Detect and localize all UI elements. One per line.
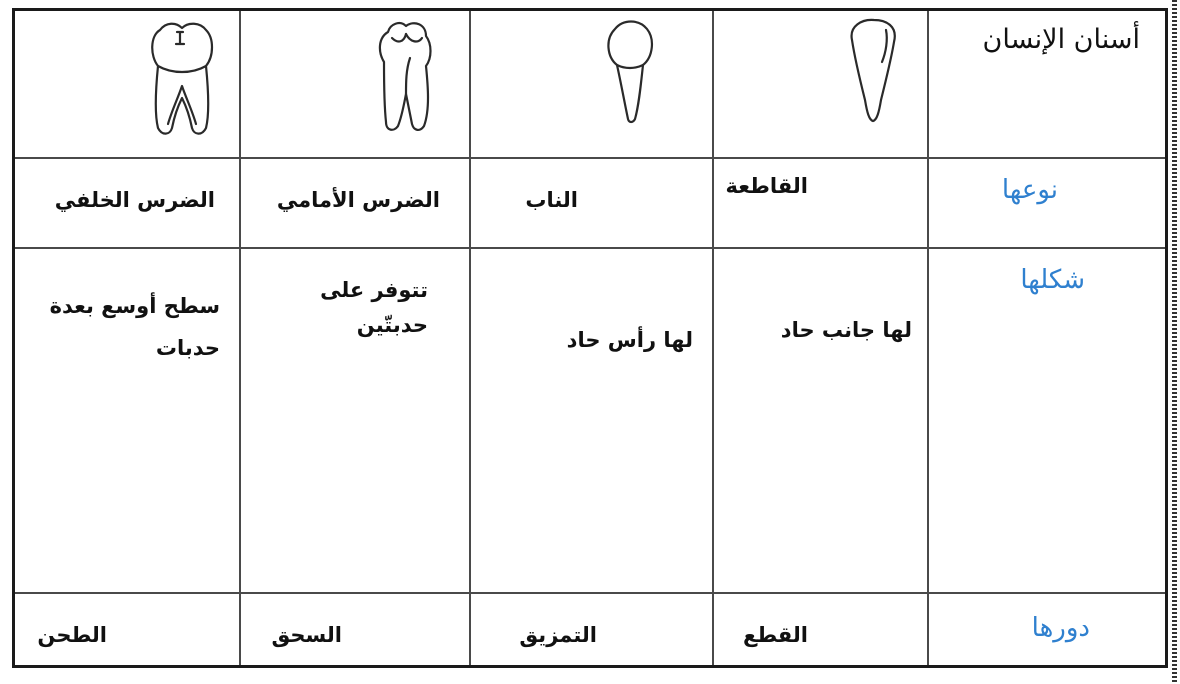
molar-type-cell (15, 159, 239, 247)
premolar-type-cell (241, 159, 469, 247)
molar-shape (50, 285, 220, 369)
canine-role: التمزيق (519, 623, 597, 647)
role-row-label: دورها (1031, 613, 1090, 643)
canine-type-cell (471, 159, 712, 247)
type-label-cell (929, 159, 1165, 247)
incisor-role-cell (714, 594, 927, 665)
canine-type: الناب (525, 188, 578, 212)
teeth-table (12, 8, 1168, 668)
molar-image-cell (15, 11, 239, 157)
incisor-shape-cell (714, 249, 927, 592)
premolar-role: السحق (271, 623, 342, 647)
premolar-type: الضرس الأمامي (276, 188, 440, 212)
incisor-shape (781, 317, 912, 343)
incisor-image-cell (714, 11, 927, 157)
premolar-shape (320, 273, 428, 343)
title-cell (929, 11, 1165, 157)
shape-label-cell (929, 249, 1165, 592)
incisor-type-cell (714, 159, 927, 247)
canine-shape (567, 327, 693, 353)
premolar-role-cell (241, 594, 469, 665)
incisor-type: القاطعة (725, 174, 808, 198)
incisor-role: القطع (743, 623, 808, 647)
canine-tooth-icon (603, 17, 657, 125)
type-row-label: نوعها (1001, 175, 1058, 205)
molar-role: الطحن (37, 623, 107, 647)
canine-shape-cell (471, 249, 712, 592)
molar-shape-line-2: حدبات (155, 336, 220, 360)
premolar-shape-line-1: تتوفر على (320, 278, 428, 302)
incisor-shape-line: لها جانب حاد (780, 318, 912, 342)
canine-shape-line: لها رأس حاد (566, 328, 693, 352)
molar-shape-cell (15, 249, 239, 592)
premolar-tooth-icon (376, 18, 434, 134)
premolar-shape-cell (241, 249, 469, 592)
molar-type: الضرس الخلفي (54, 188, 215, 212)
premolar-image-cell (241, 11, 469, 157)
molar-shape-line-1: سطح أوسع بعدة (49, 294, 220, 318)
premolar-shape-line-2: حدبتّين (356, 313, 428, 337)
table-title: أسنان الإنسان (982, 24, 1140, 55)
role-label-cell (929, 594, 1165, 665)
canine-role-cell (471, 594, 712, 665)
molar-role-cell (15, 594, 239, 665)
page-edge-border (1172, 0, 1177, 684)
shape-row-label: شكلها (1020, 265, 1085, 295)
canine-image-cell (471, 11, 712, 157)
molar-tooth-icon (150, 18, 214, 136)
incisor-tooth-icon (846, 16, 900, 124)
